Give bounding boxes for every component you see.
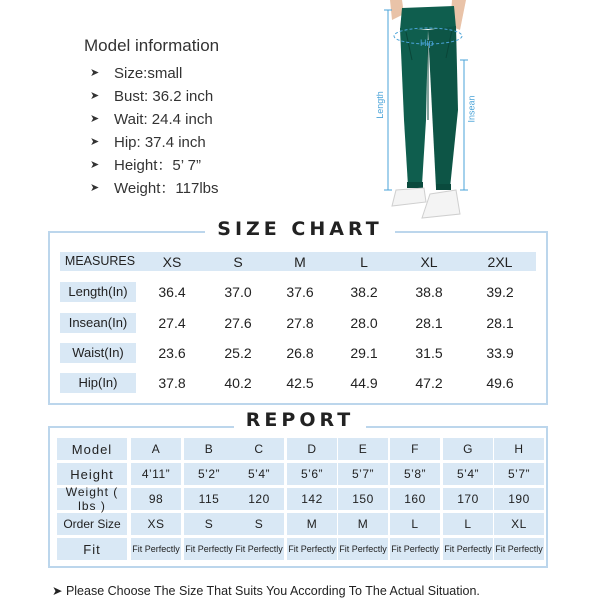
hip-label: Hip xyxy=(420,38,434,48)
size-chart-cell: 39.2 xyxy=(486,284,514,300)
size-chart-cell: 23.6 xyxy=(158,345,186,361)
model-info-item: ➤ Height：5’ 7” xyxy=(84,154,219,177)
size-chart-cell: 40.2 xyxy=(224,375,252,391)
size-chart-cell: 36.4 xyxy=(158,284,186,300)
size-chart-header-row xyxy=(60,252,536,271)
report-cell: Fit Perfectly xyxy=(287,538,337,560)
report-cell: Fit Perfectly xyxy=(338,538,388,560)
size-chart-cell: 37.6 xyxy=(286,284,314,300)
report-cell: L xyxy=(443,513,493,535)
size-advice-note: ➤ Please Choose The Size That Suits You According To The Actual Situation. xyxy=(52,584,480,598)
arrow-icon: ➤ xyxy=(90,159,100,171)
model-info-item: ➤ Size:small xyxy=(84,62,219,85)
report-cell: L xyxy=(390,513,440,535)
report-cell: Fit Perfectly xyxy=(390,538,440,560)
report-row-label: Model xyxy=(57,438,127,460)
report-cell: Fit Perfectly xyxy=(131,538,181,560)
report-cell: D xyxy=(287,438,337,460)
report-row-label: Weight ( lbs ) xyxy=(57,488,127,510)
size-chart-cell: 37.0 xyxy=(224,284,252,300)
report-cell: C xyxy=(234,438,284,460)
length-label: Length xyxy=(374,91,385,119)
model-information-list xyxy=(84,62,219,200)
insean-label: Insean xyxy=(466,95,477,123)
report-cell: XL xyxy=(494,513,544,535)
report-cell: M xyxy=(287,513,337,535)
size-chart-cell: 38.8 xyxy=(415,284,443,300)
size-chart-row-label: Insean(In) xyxy=(60,313,136,333)
report-cell: 5’4” xyxy=(443,463,493,485)
size-chart-header-cell: S xyxy=(233,254,243,270)
report-cell: B xyxy=(184,438,234,460)
arrow-icon: ➤ xyxy=(90,136,100,148)
size-chart-cell: 49.6 xyxy=(486,375,514,391)
report-cell: 5’7” xyxy=(494,463,544,485)
report-cell: Fit Perfectly xyxy=(234,538,284,560)
size-chart-cell: 29.1 xyxy=(350,345,378,361)
model-figure xyxy=(362,0,502,220)
model-info-item: ➤ Bust: 36.2 inch xyxy=(84,85,219,108)
report-heading: REPORT xyxy=(0,409,600,431)
report-cell: 160 xyxy=(390,488,440,510)
size-chart-cell: 27.4 xyxy=(158,315,186,331)
report-row-label: Fit xyxy=(57,538,127,560)
size-chart-header-cell: XS xyxy=(162,254,182,270)
report-cell: Fit Perfectly xyxy=(443,538,493,560)
size-chart-heading: SIZE CHART xyxy=(0,218,600,240)
size-chart-header-cell: 2XL xyxy=(487,254,513,270)
report-cell: 150 xyxy=(338,488,388,510)
size-chart-cell: 44.9 xyxy=(350,375,378,391)
size-chart-cell: 37.8 xyxy=(158,375,186,391)
report-cell: 120 xyxy=(234,488,284,510)
report-cell: E xyxy=(338,438,388,460)
model-info-item: ➤ Weight：117lbs xyxy=(84,177,219,200)
size-chart-cell: 31.5 xyxy=(415,345,443,361)
model-info-item: ➤ Hip: 37.4 inch xyxy=(84,131,219,154)
size-chart-cell: 28.0 xyxy=(350,315,378,331)
size-chart-cell: 42.5 xyxy=(286,375,314,391)
model-info-item: ➤ Wait: 24.4 inch xyxy=(84,108,219,131)
size-chart-header-cell: MEASURES xyxy=(64,254,136,268)
report-cell: S xyxy=(234,513,284,535)
report-cell: 190 xyxy=(494,488,544,510)
report-cell: 5’7” xyxy=(338,463,388,485)
size-chart-header-cell: L xyxy=(360,254,368,270)
report-row-label: Order Size xyxy=(57,513,127,535)
size-chart-row-label: Hip(In) xyxy=(60,373,136,393)
report-cell: S xyxy=(184,513,234,535)
model-information xyxy=(84,36,219,200)
size-chart-cell: 33.9 xyxy=(486,345,514,361)
arrow-icon: ➤ xyxy=(90,113,100,125)
report-cell: Fit Perfectly xyxy=(184,538,234,560)
report-cell: 5’2” xyxy=(184,463,234,485)
report-cell: 4’11” xyxy=(131,463,181,485)
report-cell: 170 xyxy=(443,488,493,510)
size-chart-header-cell: M xyxy=(294,254,306,270)
size-chart-cell: 27.8 xyxy=(286,315,314,331)
report-cell: 98 xyxy=(131,488,181,510)
report-cell: M xyxy=(338,513,388,535)
report-cell: 5’8” xyxy=(390,463,440,485)
size-chart-cell: 25.2 xyxy=(224,345,252,361)
report-cell: 5’4” xyxy=(234,463,284,485)
size-chart-cell: 27.6 xyxy=(224,315,252,331)
arrow-icon: ➤ xyxy=(90,90,100,102)
arrow-icon: ➤ xyxy=(90,182,100,194)
model-information-title: Model information xyxy=(84,36,220,55)
size-chart-row-label: Length(In) xyxy=(60,282,136,302)
size-chart-header-cell: XL xyxy=(420,254,438,270)
report-row-label: Height xyxy=(57,463,127,485)
report-cell: A xyxy=(131,438,181,460)
report-cell: 115 xyxy=(184,488,234,510)
arrow-icon: ➤ xyxy=(90,67,100,79)
size-chart-cell: 38.2 xyxy=(350,284,378,300)
size-chart-cell: 47.2 xyxy=(415,375,443,391)
size-chart-cell: 26.8 xyxy=(286,345,314,361)
report-cell: G xyxy=(443,438,493,460)
report-cell: 5’6” xyxy=(287,463,337,485)
size-chart-cell: 28.1 xyxy=(415,315,443,331)
report-cell: H xyxy=(494,438,544,460)
size-chart-row-label: Waist(In) xyxy=(60,343,136,363)
report-cell: Fit Perfectly xyxy=(494,538,544,560)
report-cell: F xyxy=(390,438,440,460)
report-cell: XS xyxy=(131,513,181,535)
report-cell: 142 xyxy=(287,488,337,510)
size-chart-cell: 28.1 xyxy=(486,315,514,331)
